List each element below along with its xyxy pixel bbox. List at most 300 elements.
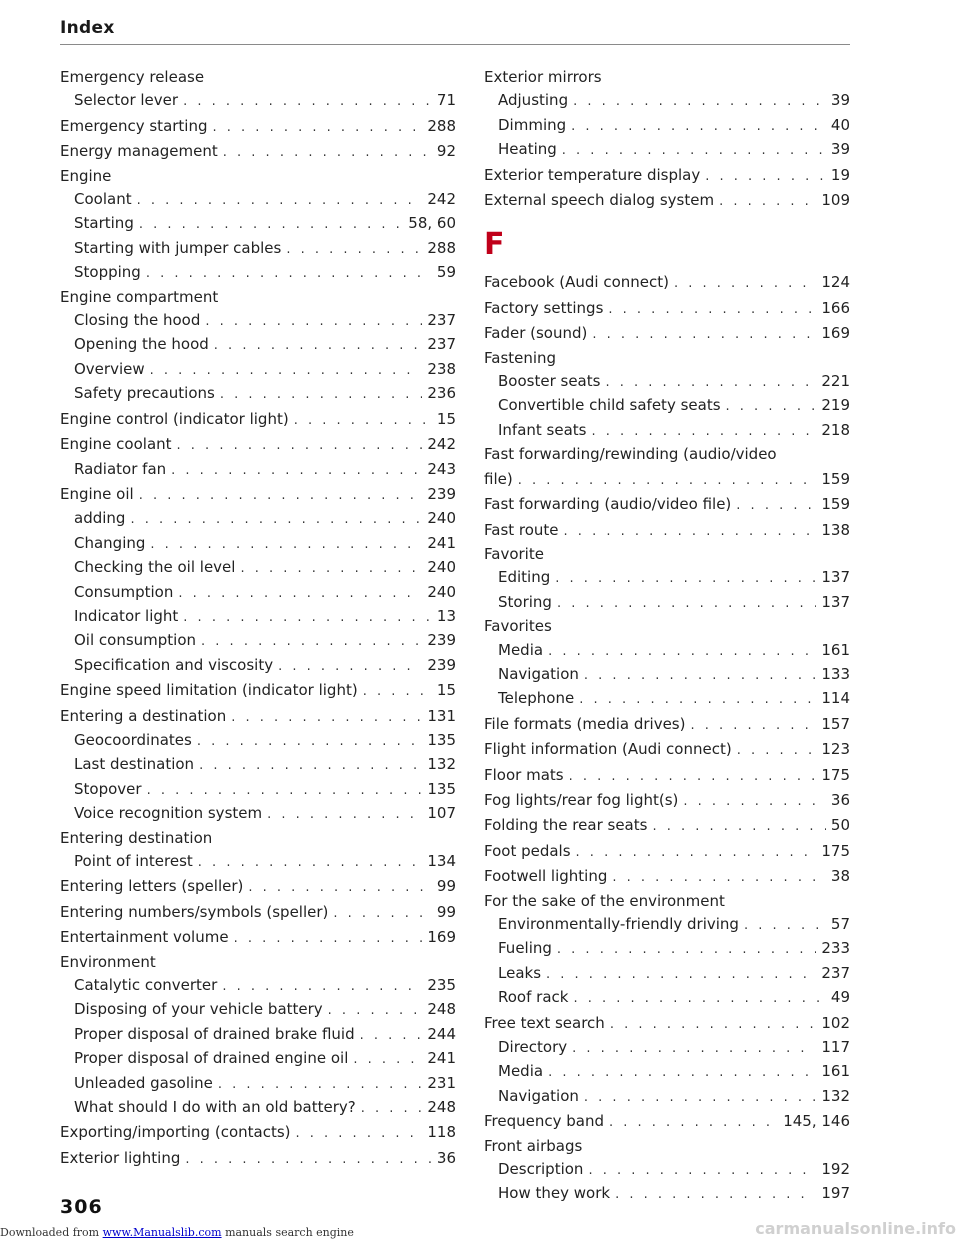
entry-page-number: 248 <box>427 1098 456 1117</box>
entry-page-number: 49 <box>830 988 850 1007</box>
dot-leader <box>150 533 422 556</box>
index-entry <box>60 875 456 899</box>
entry-page-number: 243 <box>427 459 456 478</box>
entry-page-number: 71 <box>436 91 456 110</box>
entry-text: Disposing of your vehicle battery <box>74 1000 323 1019</box>
index-entry <box>484 164 850 188</box>
dot-leader <box>234 927 423 950</box>
index-subentry <box>60 1096 456 1120</box>
entry-page-number: 218 <box>821 420 850 439</box>
entry-text: Footwell lighting <box>484 867 608 886</box>
index-subentry <box>484 687 850 711</box>
entry-text: adding <box>74 509 126 528</box>
entry-text: Storing <box>498 592 552 611</box>
entry-page-number: 99 <box>436 902 456 921</box>
page-number: 306 <box>60 1196 103 1218</box>
index-subentry <box>484 1060 850 1084</box>
dot-leader <box>353 1048 422 1071</box>
entry-page-number: 161 <box>821 640 850 659</box>
entry-text: Booster seats <box>498 372 601 391</box>
dot-leader <box>518 469 817 492</box>
entry-text: Exterior lighting <box>60 1148 181 1167</box>
dot-leader <box>185 1148 432 1171</box>
entry-text: Proper disposal of drained brake fluid <box>74 1024 355 1043</box>
entry-page-number: 219 <box>821 396 850 415</box>
index-heading: Front airbags <box>484 1136 583 1155</box>
entry-page-number: 137 <box>821 592 850 611</box>
entry-page-number: 288 <box>427 238 456 257</box>
index-entry <box>60 140 456 164</box>
dot-leader <box>197 730 423 753</box>
entry-text: Entering letters (speller) <box>60 877 244 896</box>
entry-text: Overview <box>74 359 145 378</box>
entry-text: Description <box>498 1160 584 1179</box>
index-subentry <box>60 629 456 653</box>
index-subentry <box>60 654 456 678</box>
entry-page-number: 57 <box>830 915 850 933</box>
index-subentry <box>60 237 456 261</box>
entry-text: Specification and viscosity <box>74 655 274 674</box>
entry-text: Convertible child safety seats <box>498 396 721 415</box>
entry-page-number: 124 <box>821 273 850 292</box>
index-entry <box>60 679 456 703</box>
entry-page-number: 131 <box>427 706 456 725</box>
entry-page-number: 231 <box>427 1073 456 1092</box>
index-heading: Engine compartment <box>60 287 219 306</box>
dot-leader <box>546 963 816 986</box>
dot-leader <box>555 567 816 590</box>
entry-page-number: 242 <box>427 190 456 209</box>
entry-page-number: 241 <box>427 1049 456 1068</box>
entry-page-number: 99 <box>436 877 456 896</box>
entry-text: Stopping <box>74 263 141 282</box>
dot-leader <box>705 165 826 188</box>
entry-page-number: 107 <box>427 804 456 823</box>
dot-leader <box>652 815 825 838</box>
entry-text: Roof rack <box>498 988 569 1007</box>
entry-page-number: 132 <box>821 1086 850 1105</box>
index-heading: Fast forwarding/rewinding (audio/video <box>484 445 777 464</box>
entry-text: Dimming <box>498 115 567 134</box>
index-entry <box>60 483 456 507</box>
entry-text: Free text search <box>484 1013 605 1032</box>
entry-text: Checking the oil level <box>74 558 236 577</box>
footer-suffix: manuals search engine <box>225 1226 354 1239</box>
index-subentry <box>484 962 850 986</box>
entry-text: Editing <box>498 568 551 587</box>
index-heading: Environment <box>60 952 156 971</box>
entry-text: File formats (media drives) <box>484 714 686 733</box>
index-subentry <box>60 358 456 382</box>
entry-text: Frequency band <box>484 1112 604 1131</box>
dot-leader <box>218 1073 422 1096</box>
index-entry <box>60 115 456 139</box>
index-heading: Entering destination <box>60 828 213 847</box>
dot-leader <box>214 334 423 357</box>
entry-text: Consumption <box>74 582 174 601</box>
entry-page-number: 137 <box>821 568 850 587</box>
entry-text: Engine speed limitation (indicator light) <box>60 681 358 700</box>
manualslib-link[interactable]: www.Manualslib.com <box>102 1226 222 1239</box>
dot-leader <box>726 395 817 418</box>
dot-leader <box>612 866 826 889</box>
entry-page-number: 240 <box>427 582 456 601</box>
dot-leader <box>328 999 423 1022</box>
index-entry <box>60 1121 456 1145</box>
entry-text: Engine control (indicator light) <box>60 409 289 428</box>
dot-leader <box>744 914 826 937</box>
index-subentry <box>484 1085 850 1109</box>
entry-page-number: 239 <box>427 484 456 503</box>
dot-leader <box>178 582 422 605</box>
index-heading: Emergency release <box>60 68 205 86</box>
dot-leader <box>222 975 422 998</box>
index-entry <box>484 814 850 838</box>
dot-leader <box>588 1159 816 1182</box>
index-entry <box>484 297 850 321</box>
entry-text: Fog lights/rear fog light(s) <box>484 790 679 809</box>
entry-text: Exterior temperature display <box>484 165 701 184</box>
index-subentry <box>60 382 456 406</box>
entry-text: Proper disposal of drained engine oil <box>74 1049 349 1068</box>
entry-page-number: 239 <box>427 655 456 674</box>
entry-page-number: 192 <box>821 1160 850 1179</box>
index-subentry <box>60 89 456 113</box>
entry-text: file) <box>484 469 513 488</box>
index-subentry <box>484 1036 850 1060</box>
index-subentry <box>484 370 850 394</box>
index-subentry <box>60 556 456 580</box>
entry-text: Fast route <box>484 520 559 539</box>
entry-page-number: 40 <box>830 115 850 134</box>
entry-page-number: 145, 146 <box>783 1112 850 1131</box>
index-entry <box>484 713 850 737</box>
entry-text: Voice recognition system <box>74 804 263 823</box>
entry-page-number: 159 <box>821 495 850 514</box>
index-subentry <box>60 753 456 777</box>
entry-text: Energy management <box>60 142 218 161</box>
entry-page-number: 15 <box>436 409 456 428</box>
entry-page-number: 132 <box>427 755 456 774</box>
dot-leader <box>557 938 816 961</box>
entry-text: Indicator light <box>74 606 179 625</box>
entry-text: Exporting/importing (contacts) <box>60 1123 291 1142</box>
dot-leader <box>674 272 816 295</box>
dot-leader <box>548 640 816 663</box>
index-subentry <box>484 394 850 418</box>
entry-page-number: 92 <box>436 142 456 161</box>
dot-leader <box>294 409 432 432</box>
dot-leader <box>240 557 422 580</box>
index-subentry <box>484 986 850 1010</box>
index-heading: Engine <box>60 166 112 185</box>
entry-text: Navigation <box>498 664 579 683</box>
index-entry <box>484 519 850 543</box>
dot-leader <box>198 851 423 874</box>
index-subentry <box>484 663 850 687</box>
index-heading: For the sake of the environment <box>484 891 725 910</box>
entry-page-number: 13 <box>436 606 456 625</box>
dot-leader <box>231 706 422 729</box>
entry-page-number: 58, 60 <box>408 214 456 233</box>
entry-page-number: 15 <box>436 681 456 700</box>
section-letter: F <box>484 227 505 263</box>
dot-leader <box>286 238 422 261</box>
dot-leader <box>562 139 826 162</box>
entry-page-number: 50 <box>830 816 850 835</box>
index-entry <box>484 738 850 762</box>
dot-leader <box>736 494 816 517</box>
entry-page-number: 169 <box>427 928 456 947</box>
entry-text: Fader (sound) <box>484 324 588 343</box>
index-subentry <box>60 507 456 531</box>
index-subentry <box>484 89 850 113</box>
index-subentry <box>484 639 850 663</box>
index-entry <box>60 408 456 432</box>
entry-page-number: 114 <box>821 689 850 708</box>
index-subentry <box>60 850 456 874</box>
index-subentry <box>60 778 456 802</box>
entry-text: External speech dialog system <box>484 191 715 210</box>
entry-text: Safety precautions <box>74 384 215 403</box>
index-entry <box>484 468 850 492</box>
footer-prefix: Downloaded from <box>0 1226 100 1239</box>
entry-text: Facebook (Audi connect) <box>484 273 669 292</box>
entry-page-number: 221 <box>821 372 850 391</box>
entry-text: Media <box>498 640 544 659</box>
index-entry <box>60 1147 456 1171</box>
entry-page-number: 36 <box>830 790 850 809</box>
index-heading: Exterior mirrors <box>484 68 602 86</box>
dot-leader <box>363 680 432 703</box>
entry-text: Infant seats <box>498 420 587 439</box>
dot-leader <box>608 298 816 321</box>
entry-text: Flight information (Audi connect) <box>484 740 732 759</box>
entry-text: Selector lever <box>74 91 179 110</box>
index-entry <box>60 433 456 457</box>
dot-leader <box>737 739 817 762</box>
index-entry <box>484 322 850 346</box>
dot-leader <box>177 434 423 457</box>
index-subentry <box>484 419 850 443</box>
entry-text: Catalytic converter <box>74 976 218 995</box>
index-subentry <box>484 1158 850 1182</box>
entry-text: Fast forwarding (audio/video file) <box>484 495 732 514</box>
index-entry <box>484 840 850 864</box>
entry-text: Starting with jumper cables <box>74 238 282 257</box>
dot-leader <box>573 987 825 1010</box>
index-subentry <box>484 114 850 138</box>
dot-leader <box>199 754 422 777</box>
index-column-left <box>60 66 456 1171</box>
index-entry <box>484 1012 850 1036</box>
entry-text: Point of interest <box>74 852 193 870</box>
entry-page-number: 157 <box>821 714 850 733</box>
entry-text: Foot pedals <box>484 841 571 860</box>
index-entry <box>60 926 456 950</box>
dot-leader <box>569 765 817 788</box>
dot-leader <box>719 190 816 213</box>
entry-page-number: 36 <box>436 1148 456 1167</box>
dot-leader <box>571 115 826 138</box>
index-subentry <box>60 1023 456 1047</box>
index-heading: Favorite <box>484 544 544 563</box>
entry-page-number: 161 <box>821 1062 850 1081</box>
dot-leader <box>690 714 816 737</box>
entry-page-number: 240 <box>427 509 456 528</box>
dot-leader <box>333 902 432 925</box>
index-subentry <box>60 1047 456 1071</box>
index-subentry <box>60 309 456 333</box>
index-subentry <box>60 605 456 629</box>
entry-page-number: 235 <box>427 976 456 995</box>
entry-page-number: 237 <box>427 311 456 330</box>
index-entry <box>60 705 456 729</box>
entry-text: Entering a destination <box>60 706 227 725</box>
dot-leader <box>361 1097 423 1120</box>
entry-page-number: 102 <box>821 1013 850 1032</box>
index-subentry <box>60 212 456 236</box>
entry-text: Coolant <box>74 190 132 209</box>
entry-text: Opening the hood <box>74 335 209 354</box>
dot-leader <box>548 1061 816 1084</box>
entry-page-number: 169 <box>821 324 850 343</box>
dot-leader <box>267 803 422 826</box>
index-subentry <box>60 581 456 605</box>
index-subentry <box>60 458 456 482</box>
dot-leader <box>572 1037 816 1060</box>
entry-text: Changing <box>74 533 146 552</box>
index-subentry <box>60 974 456 998</box>
dot-leader <box>609 1111 778 1134</box>
entry-page-number: 123 <box>821 740 850 759</box>
dot-leader <box>137 189 423 212</box>
index-heading: Favorites <box>484 617 552 636</box>
entry-page-number: 248 <box>427 1000 456 1019</box>
entry-text: Navigation <box>498 1086 579 1105</box>
entry-page-number: 175 <box>821 841 850 860</box>
dot-leader <box>146 262 432 285</box>
dot-leader <box>171 459 422 482</box>
entry-page-number: 38 <box>830 867 850 886</box>
entry-text: Unleaded gasoline <box>74 1073 213 1092</box>
entry-page-number: 109 <box>821 191 850 210</box>
index-subentry <box>60 802 456 826</box>
entry-page-number: 117 <box>821 1038 850 1057</box>
dot-leader <box>592 323 816 346</box>
index-entry <box>484 189 850 213</box>
entry-page-number: 134 <box>427 852 456 870</box>
entry-text: Entering numbers/symbols (speller) <box>60 902 329 921</box>
dot-leader <box>223 141 432 164</box>
entry-text: Telephone <box>498 689 575 708</box>
dot-leader <box>592 420 817 443</box>
dot-leader <box>615 1183 816 1206</box>
entry-text: Leaks <box>498 963 542 982</box>
entry-text: Floor mats <box>484 765 564 784</box>
dot-leader <box>584 1086 816 1109</box>
index-subentry <box>60 188 456 212</box>
index-heading: Fastening <box>484 348 557 367</box>
entry-text: Emergency starting <box>60 116 208 135</box>
entry-text: Adjusting <box>498 91 569 110</box>
entry-page-number: 241 <box>427 533 456 552</box>
entry-text: Engine coolant <box>60 435 172 454</box>
entry-text: Geocoordinates <box>74 730 192 749</box>
dot-leader <box>248 876 432 899</box>
dot-leader <box>130 508 422 531</box>
entry-page-number: 244 <box>427 1024 456 1043</box>
dot-leader <box>183 606 432 629</box>
entry-text: Directory <box>498 1038 568 1057</box>
index-column-right <box>484 66 850 1207</box>
dot-leader <box>278 655 422 678</box>
entry-text: Oil consumption <box>74 631 197 650</box>
entry-text: Folding the rear seats <box>484 816 648 835</box>
entry-text: Environmentally-friendly driving <box>498 915 739 933</box>
entry-page-number: 166 <box>821 298 850 317</box>
dot-leader <box>579 688 816 711</box>
entry-page-number: 237 <box>821 963 850 982</box>
index-subentry <box>484 138 850 162</box>
page-title: Index <box>60 18 115 38</box>
dot-leader <box>139 213 403 236</box>
entry-text: Engine oil <box>60 484 134 503</box>
dot-leader <box>360 1024 423 1047</box>
dot-leader <box>205 310 422 333</box>
index-entry <box>484 493 850 517</box>
entry-text: Last destination <box>74 755 195 774</box>
index-subentry <box>484 937 850 961</box>
dot-leader <box>201 630 422 653</box>
index-entry <box>60 901 456 925</box>
entry-page-number: 197 <box>821 1184 850 1203</box>
entry-page-number: 133 <box>821 664 850 683</box>
dot-leader <box>147 779 423 802</box>
index-subentry <box>60 261 456 285</box>
entry-page-number: 288 <box>427 116 456 135</box>
entry-text: Radiator fan <box>74 459 167 478</box>
index-subentry <box>484 1182 850 1206</box>
index-entry <box>484 764 850 788</box>
index-subentry <box>484 591 850 615</box>
index-entry <box>484 789 850 813</box>
entry-page-number: 175 <box>821 765 850 784</box>
index-subentry <box>60 998 456 1022</box>
entry-page-number: 159 <box>821 469 850 488</box>
entry-page-number: 138 <box>821 520 850 539</box>
dot-leader <box>683 790 826 813</box>
entry-page-number: 135 <box>427 779 456 798</box>
index-subentry <box>60 532 456 556</box>
index-entry <box>484 271 850 295</box>
dot-leader <box>296 1122 423 1145</box>
dot-leader <box>557 592 816 615</box>
page-header <box>60 18 850 45</box>
dot-leader <box>573 90 826 113</box>
entry-page-number: 236 <box>427 384 456 403</box>
entry-page-number: 240 <box>427 558 456 577</box>
dot-leader <box>220 383 423 406</box>
index-entry <box>484 865 850 889</box>
entry-page-number: 39 <box>830 140 850 159</box>
index-subentry <box>60 1072 456 1096</box>
index-subentry <box>484 566 850 590</box>
dot-leader <box>605 371 816 394</box>
entry-text: Heating <box>498 140 557 159</box>
dot-leader <box>576 841 817 864</box>
entry-text: Media <box>498 1062 544 1081</box>
